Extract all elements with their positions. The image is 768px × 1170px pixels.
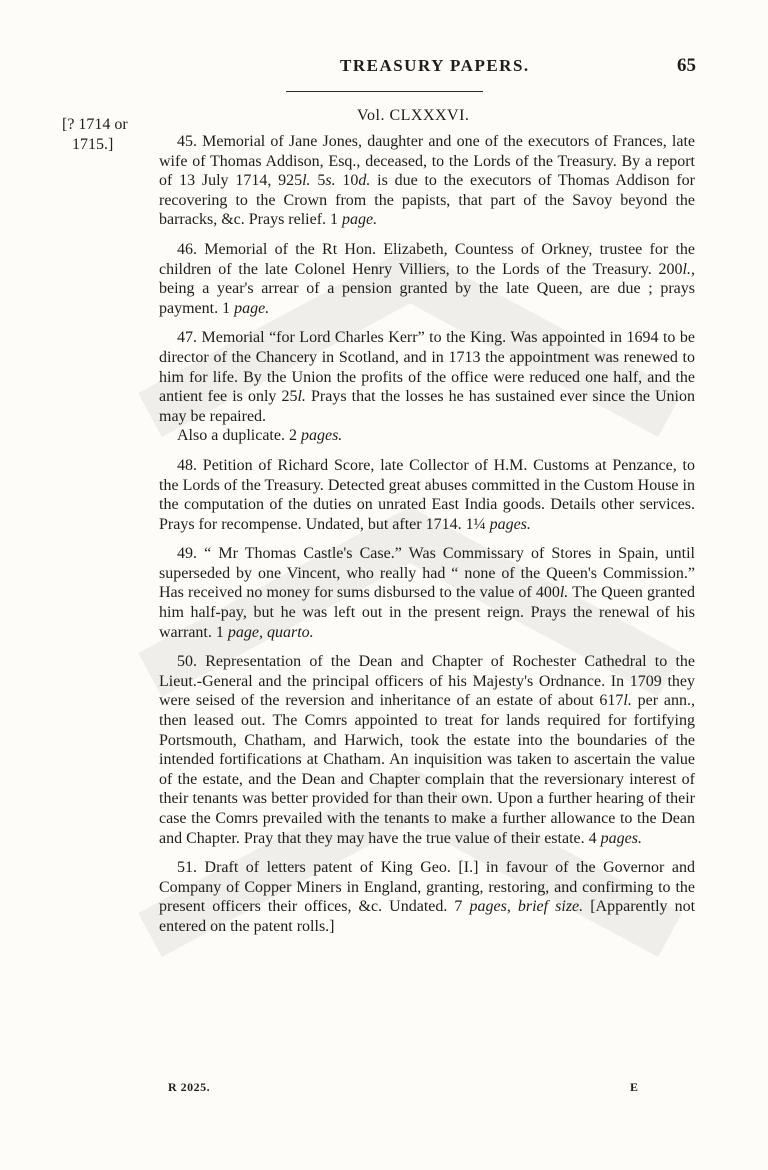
entry-49 xyxy=(159,544,695,642)
currency-mark: l. xyxy=(623,692,632,710)
entry-tail: , being a year's arrear of a pension granted by the late Queen, are due ; prays payment. 1 xyxy=(159,260,695,317)
page-count: pages. xyxy=(489,515,531,533)
page-count: page. xyxy=(234,299,270,317)
currency-mark: s. xyxy=(325,172,336,190)
margin-date-line-2: 1715.] xyxy=(72,136,114,153)
entry-46 xyxy=(159,240,695,318)
entry-text xyxy=(159,858,695,936)
entry-text xyxy=(159,652,695,848)
entry-list xyxy=(159,132,695,947)
page-count: page. xyxy=(342,211,378,229)
running-head xyxy=(160,56,700,80)
currency-mark: l. xyxy=(559,584,569,602)
entry-text xyxy=(159,240,695,318)
printer-signature: R 2025. xyxy=(168,1080,211,1094)
entry-tail: Prays that the losses he has sustained ever since the Union may be repaired. xyxy=(159,388,696,425)
entry-text xyxy=(159,544,695,642)
page-number: 65 xyxy=(677,55,696,76)
entry-lead: 48. Petition of Richard Score, late Collector of H.M. Customs at Penzance, to the Lords of the Treasury. Detected great abuses committed in the Custom House in the computation of the duties on unrated East India goods. Details other services. Prays for recompense. Undated, but after 1714. 1¼ xyxy=(159,456,695,533)
currency-mark: d. xyxy=(358,172,371,190)
entry-text-part: 5 xyxy=(310,172,326,190)
volume-heading: Vol. CLXXXVI. xyxy=(357,107,470,124)
margin-date-note xyxy=(62,115,152,155)
page-count: pages. xyxy=(600,829,642,847)
entry-51 xyxy=(159,858,695,936)
currency-mark: l. xyxy=(297,388,306,406)
currency-mark: l. xyxy=(682,260,691,278)
entry-47 xyxy=(159,328,695,446)
entry-text xyxy=(159,328,695,426)
running-title: TREASURY PAPERS. xyxy=(340,56,530,75)
entry-48 xyxy=(159,456,695,534)
entry-lead: 50. Representation of the Dean and Chapter of Rochester Cathedral to the Lieut.-General and the principal officers of his Majesty's Ordnance. In 1709 they were seised of the reversion and inheritance of an estate of about 617 xyxy=(159,653,695,710)
page-count: pages. xyxy=(300,427,343,445)
entry-lead: 46. Memorial of the Rt Hon. Elizabeth, Countess of Orkney, trustee for the children of the late Colonel Henry Villiers, to the Lords of the Treasury. 200 xyxy=(159,240,695,278)
entry-text xyxy=(159,456,695,534)
entry-lead: 49. “ Mr Thomas Castle's Case.” Was Commissary of Stores in Spain, until superseded by one Vincent, who really had “ none of the Queen's Commission.” Has received no money for sums disbursed to the value of 400 xyxy=(159,545,695,602)
signature-mark: E xyxy=(629,1080,638,1094)
entry-text xyxy=(159,132,695,230)
entry-45 xyxy=(159,132,695,230)
header-rule xyxy=(286,91,483,92)
entry-extra xyxy=(159,426,695,446)
entry-text-part: 10 xyxy=(335,172,359,190)
entry-tail: is due to the executors of Thomas Addison for recovering to the Crown from the papists, that part of the Savoy beyond the barracks, &c. Prays relief. 1 xyxy=(159,172,696,229)
page-count: pages, brief size. xyxy=(469,898,584,916)
currency-mark: l. xyxy=(302,172,311,190)
entry-tail: The Queen granted him half-pay, but he was left out in the present reign. Prays the renewal of his warrant. 1 xyxy=(159,584,695,641)
entry-duplicate-note: Also a duplicate. 2 xyxy=(177,427,301,445)
margin-date-line-1: [? 1714 or xyxy=(62,116,128,133)
page-count: page, quarto. xyxy=(227,623,314,641)
entry-lead: 47. Memorial “for Lord Charles Kerr” to the King. Was appointed in 1694 to be director of the Chancery in Scotland, and in 1713 the appointment was renewed to him for life. By the Union the profits of the office were reduced one half, and the antient fee is only 25 xyxy=(159,329,695,406)
page-footer xyxy=(168,1080,638,1102)
entry-tail: per ann., then leased out. The Comrs appointed to treat for lands required for fortifying Portsmouth, Chatham, and Harwich, took the estate into the boundaries of the intended fortifications at Chatham. An inquisition was taken to ascertain the value of the estate, and the Dean and Chapter complain that the reversionary interest of their tenants was better provided for than their own. Upon a further hearing of their case the Comrs prevailed with the tenants to make a further allowance to the Dean and Chapter. Pray that they may have the true value of their estate. 4 xyxy=(159,692,696,847)
entry-tail: [Apparently not entered on the patent rolls.] xyxy=(159,898,696,935)
entry-lead: 51. Draft of letters patent of King Geo. [I.] in favour of the Governor and Company of Copper Miners in England, granting, restoring, and confirming to the present officers their offices, &c. Undated. 7 xyxy=(159,859,695,916)
entry-50 xyxy=(159,652,695,848)
entry-lead: 45. Memorial of Jane Jones, daughter and one of the executors of Frances, late wife of Thomas Addison, Esq., deceased, to the Lords of the Treasury. By a report of 13 July 1714, 925 xyxy=(159,133,695,190)
